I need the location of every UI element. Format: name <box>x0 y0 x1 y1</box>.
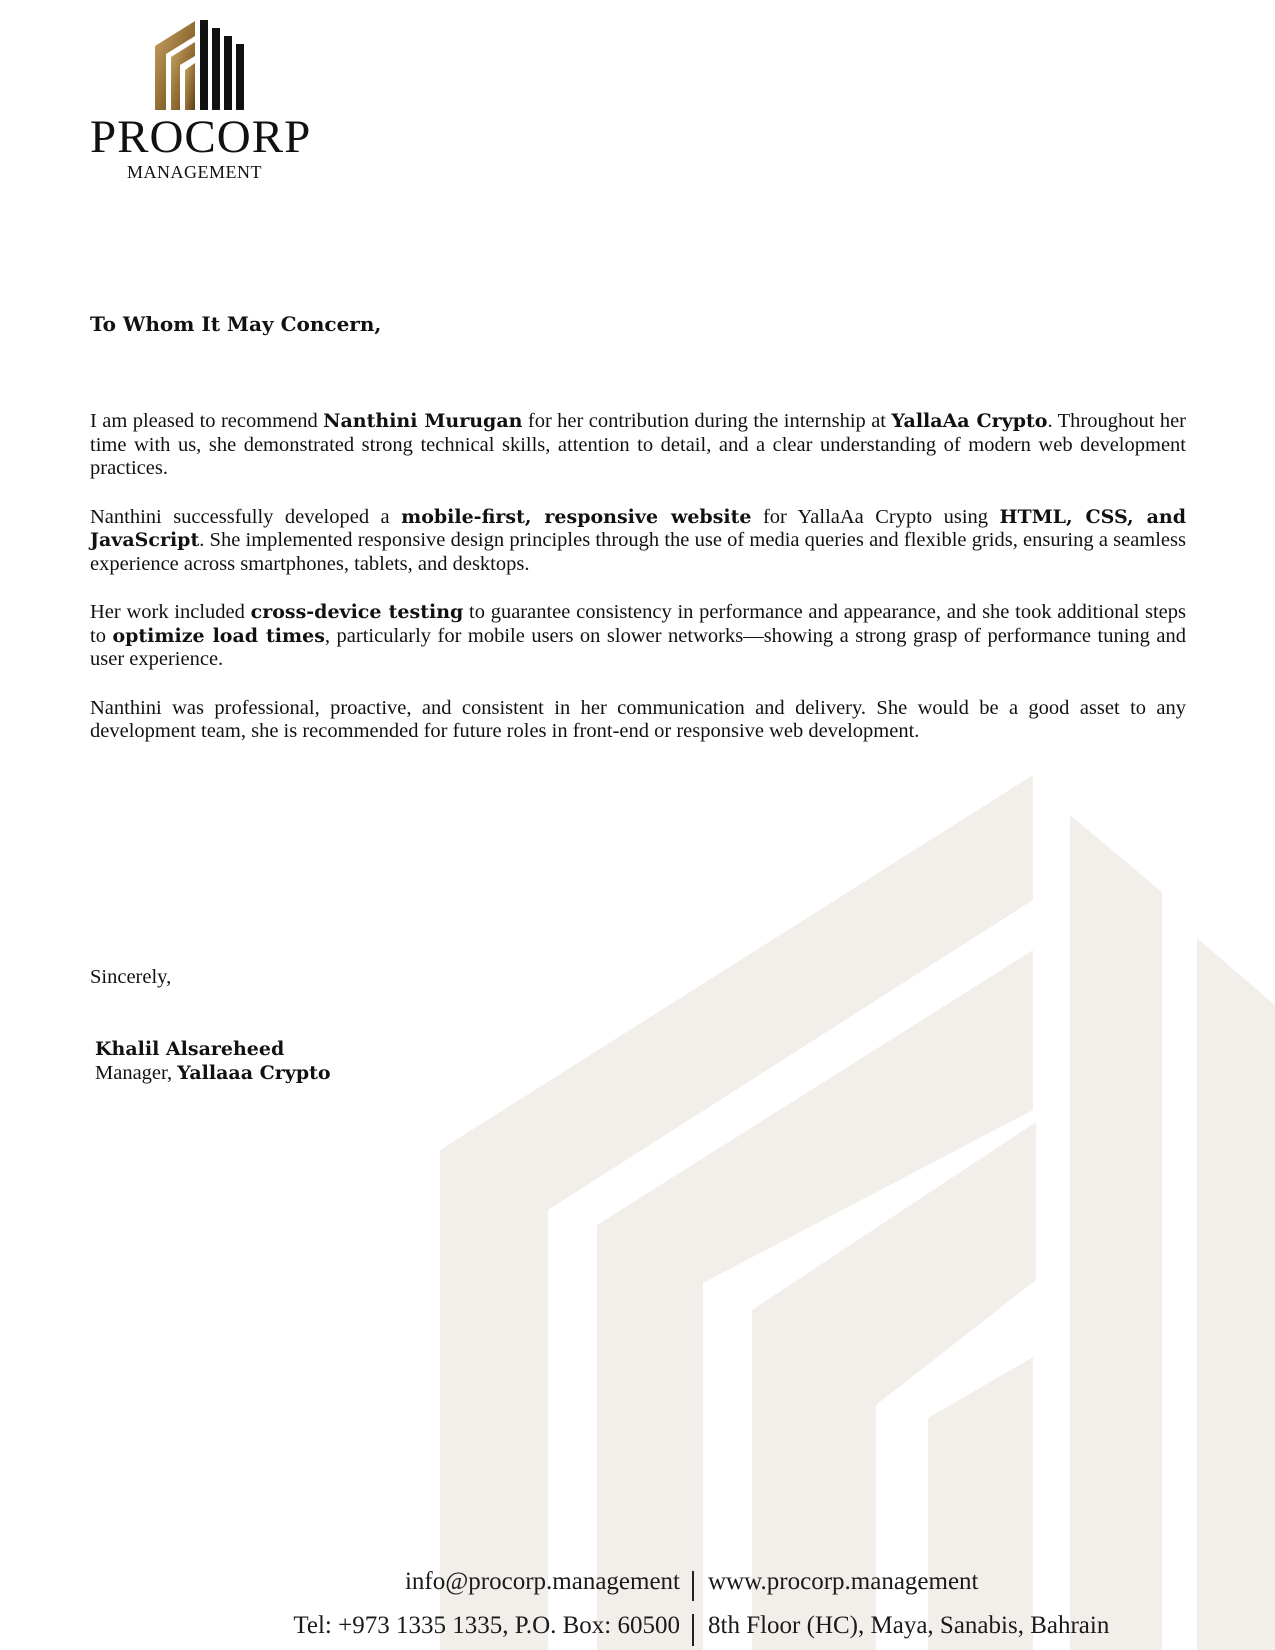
footer-contact: Tel: +973 1335 1335, P.O. Box: 60500 <box>293 1612 680 1639</box>
footer-email: info@procorp.management <box>404 1568 680 1595</box>
signer-title: Manager, Yallaaa Crypto <box>95 1062 331 1084</box>
salutation: To Whom It May Concern, <box>90 312 382 336</box>
brand-subtitle: MANAGEMENT <box>127 162 262 182</box>
footer-divider <box>692 1571 694 1601</box>
footer-divider <box>692 1614 694 1646</box>
letter-body <box>90 410 1186 769</box>
paragraph-3: Her work included cross-device testing to guarantee consistency in performance and appearance, and she took additional steps to optimize load times, particularly for mobile users on slower networks—showing a strong grasp of performance tuning and user experience. <box>90 601 1186 670</box>
building-columns-icon <box>150 18 260 114</box>
footer-website: www.procorp.management <box>708 1568 979 1595</box>
brand-name: PROCORP <box>90 111 312 163</box>
signer-name: Khalil Alsareheed <box>95 1038 285 1060</box>
paragraph-2: Nanthini successfully developed a mobile-first, responsive website for YallaAa Crypto using HTML, CSS, and JavaScript. She implemented responsive design principles through the use of media queries and flexible grids, ensuring a seamless experience across smartphones, tablets, and desktops. <box>90 505 1186 575</box>
company-logo <box>80 18 330 188</box>
paragraph-4: Nanthini was professional, proactive, and consistent in her communication and delivery. She would be a good asset to any development team, she is recommended for future roles in front-end or responsive web development. <box>90 696 1186 742</box>
paragraph-1: I am pleased to recommend Nanthini Murugan for her contribution during the internship at YallaAa Crypto. Throughout her time with us, she demonstrated strong technical skills, attention to detail, and a clear understanding of modern web development practices. <box>90 410 1186 479</box>
closing: Sincerely, <box>90 966 172 988</box>
footer-address: 8th Floor (HC), Maya, Sanabis, Bahrain <box>708 1612 1110 1639</box>
